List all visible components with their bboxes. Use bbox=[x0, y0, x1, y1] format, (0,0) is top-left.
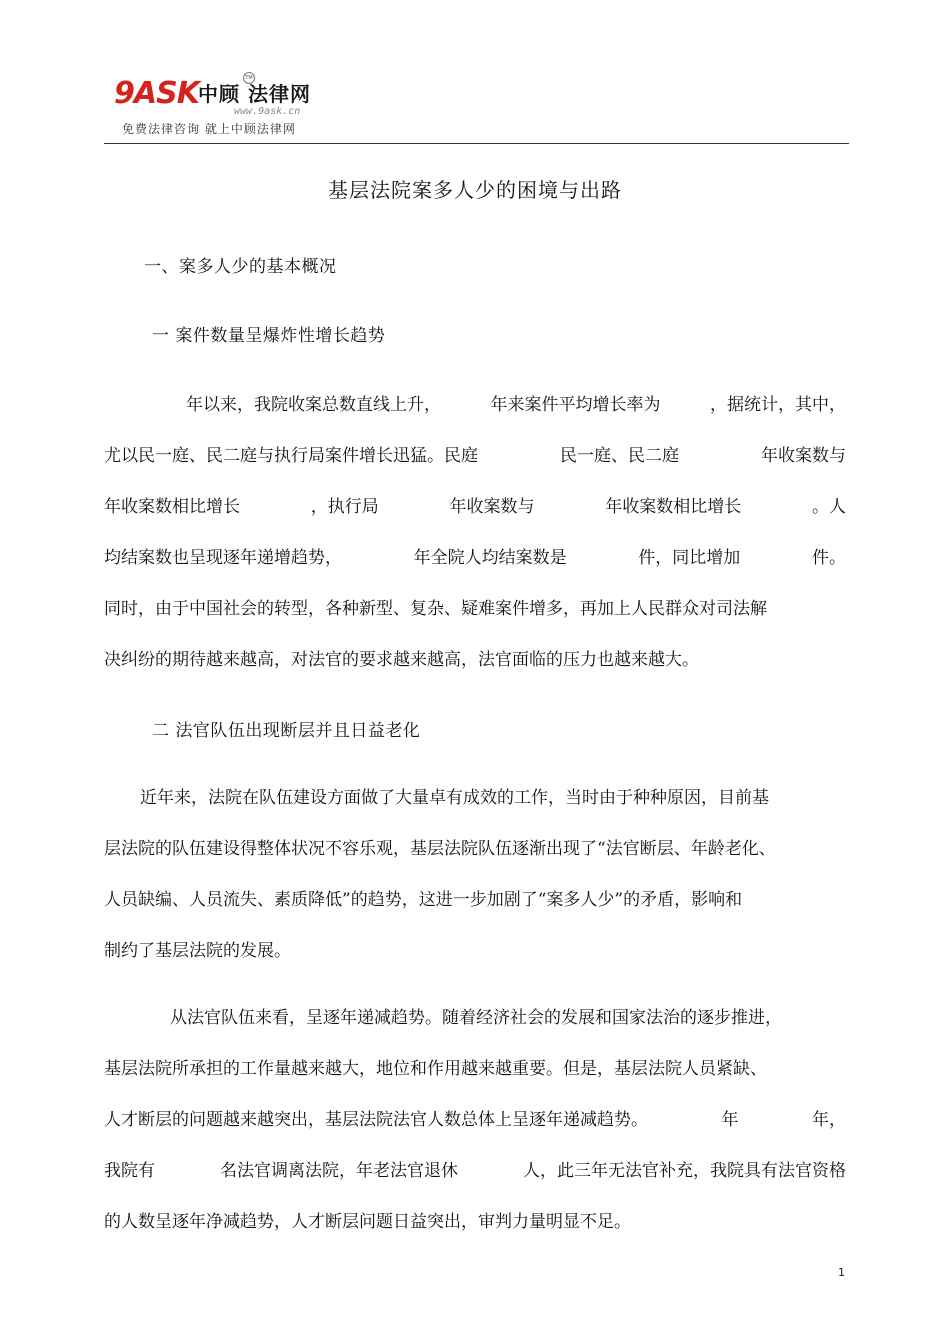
logo-brand-name: 中顾 法律网 bbox=[198, 82, 311, 106]
text-segment: 年收案数与 bbox=[449, 497, 535, 517]
text-line bbox=[104, 1197, 846, 1248]
text-segment: 年收案数相比增长 bbox=[605, 497, 742, 517]
header-divider bbox=[104, 143, 849, 144]
text-segment: 年， bbox=[812, 1110, 846, 1130]
text-line bbox=[104, 993, 846, 1044]
paragraph-case-growth bbox=[104, 380, 846, 686]
text-segment: 均结案数也呈现逐年递增趋势， bbox=[104, 548, 342, 568]
text-line bbox=[104, 635, 846, 686]
text-line bbox=[104, 482, 846, 533]
text-line bbox=[104, 431, 846, 482]
subsection-heading-2: 二 法官队伍出现断层并且日益老化 bbox=[152, 721, 421, 741]
text-line bbox=[104, 926, 846, 977]
text-segment: 尤以民一庭、民二庭与执行局案件增长迅猛。民庭 bbox=[104, 446, 478, 466]
text-segment: 我院有 bbox=[104, 1161, 155, 1181]
text-line bbox=[104, 1044, 846, 1095]
logo-url: www.9ask.cn bbox=[234, 106, 301, 117]
subsection-heading-1: 一 案件数量呈爆炸性增长趋势 bbox=[152, 326, 386, 346]
page-header bbox=[104, 70, 849, 144]
trademark-icon: TM bbox=[243, 72, 255, 84]
text-segment: 决纠纷的期待越来越高，对法官的要求越来越高，法官面临的压力也越来越大。 bbox=[104, 650, 699, 670]
paragraph-team-building bbox=[104, 773, 846, 977]
text-segment: 基层法院所承担的工作量越来越大，地位和作用越来越重要。但是，基层法院人员紧缺、 bbox=[104, 1059, 767, 1079]
text-segment: 年以来，我院收案总数直线上升， bbox=[186, 395, 441, 415]
logo-slogan: 免费法律咨询 就上中顾法律网 bbox=[122, 122, 296, 136]
document-title: 基层法院案多人少的困境与出路 bbox=[328, 178, 622, 202]
text-line bbox=[104, 380, 846, 431]
paragraph-judge-decline bbox=[104, 993, 846, 1248]
text-line bbox=[104, 1095, 846, 1146]
text-segment: 人，此三年无法官补充，我院具有法官资格 bbox=[523, 1161, 846, 1181]
text-segment: 年收案数相比增长 bbox=[104, 497, 240, 517]
text-segment: 层法院的队伍建设得整体状况不容乐观，基层法院队伍逐渐出现了“法官断层、年龄老化、 bbox=[104, 839, 776, 859]
text-segment: 年收案数与 bbox=[761, 446, 846, 466]
text-line bbox=[104, 1146, 846, 1197]
text-line bbox=[104, 875, 846, 926]
text-line bbox=[104, 773, 846, 824]
text-segment: 件。 bbox=[811, 548, 846, 568]
text-segment: 。人 bbox=[812, 497, 846, 517]
page-number: 1 bbox=[838, 1266, 845, 1279]
text-line bbox=[104, 824, 846, 875]
text-segment: 名法官调离法院，年老法官退休 bbox=[220, 1161, 458, 1181]
text-segment: 的人数呈逐年净减趋势，人才断层问题日益突出，审判力量明显不足。 bbox=[104, 1212, 631, 1232]
text-segment: 人才断层的问题越来越突出，基层法院法官人数总体上呈逐年递减趋势。 bbox=[104, 1110, 648, 1130]
text-segment: 件，同比增加 bbox=[638, 548, 741, 568]
text-segment: ，据统计，其中， bbox=[710, 395, 846, 415]
text-segment: ，执行局 bbox=[310, 497, 379, 517]
logo-mark: 9ASK bbox=[114, 76, 199, 111]
text-segment: 年 bbox=[721, 1110, 739, 1130]
text-segment: 近年来，法院在队伍建设方面做了大量卓有成效的工作，当时由于种种原因，目前基 bbox=[140, 788, 769, 808]
section-heading-1: 一、案多人少的基本概况 bbox=[144, 257, 337, 277]
text-segment: 制约了基层法院的发展。 bbox=[104, 941, 291, 961]
text-segment: 民一庭、民二庭 bbox=[560, 446, 679, 466]
logo[interactable] bbox=[114, 70, 324, 138]
text-segment: 年来案件平均增长率为 bbox=[490, 395, 661, 415]
text-segment: 从法官队伍来看，呈逐年递减趋势。随着经济社会的发展和国家法治的逐步推进， bbox=[170, 1008, 782, 1028]
text-segment: 人员缺编、人员流失、素质降低”的趋势，这进一步加剧了“案多人少”的矛盾，影响和 bbox=[104, 890, 743, 910]
text-line bbox=[104, 584, 846, 635]
text-segment: 同时，由于中国社会的转型，各种新型、复杂、疑难案件增多，再加上人民群众对司法解 bbox=[104, 599, 767, 619]
text-line bbox=[104, 533, 846, 584]
text-segment: 年全院人均结案数是 bbox=[413, 548, 567, 568]
